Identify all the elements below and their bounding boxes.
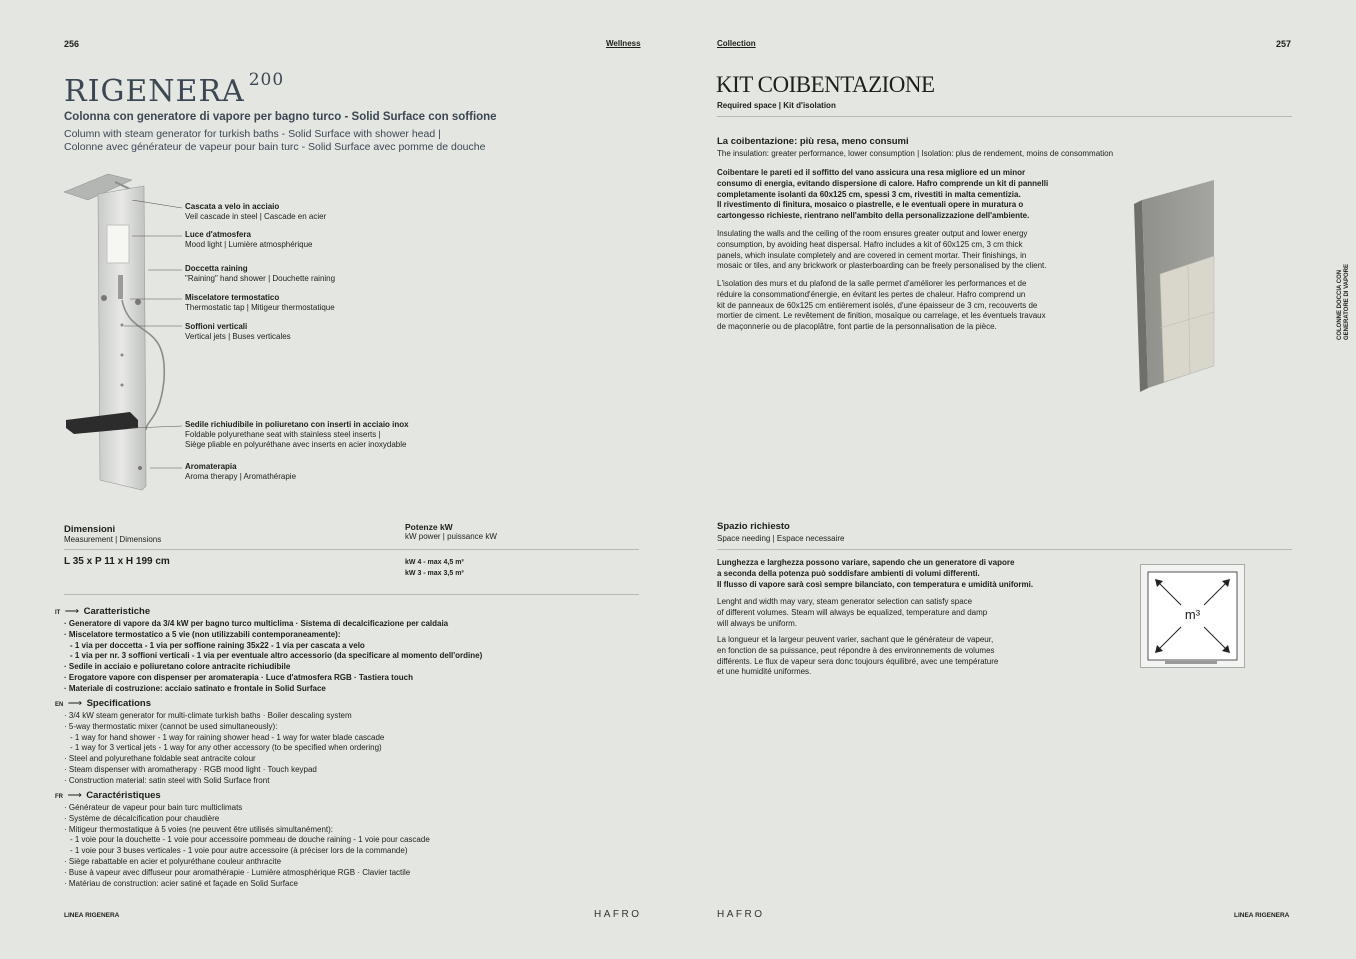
power-line: kW 3 - max 3,5 m³: [405, 570, 464, 577]
feature-item: - 1 way for 3 vertical jets - 1 way for any other accessory (to be specified when ordering): [70, 743, 382, 753]
brand-logo-right: HAFRO: [717, 909, 765, 920]
text-line: a seconda della potenza può soddisfare ambienti di volumi differenti.: [717, 568, 980, 578]
text-line: en fonction de sa puissance, peut répondre à des environnements de volumes: [717, 645, 995, 655]
features-title: Caractéristiques: [86, 790, 161, 801]
page-title: [64, 70, 285, 109]
insulation-heading: La coibentazione: più resa, meno consumi: [717, 136, 909, 147]
features-en: [55, 693, 384, 787]
callout-title: Doccetta raining: [185, 264, 248, 273]
language-code: IT: [55, 610, 61, 616]
feature-item: · Siège rabattable en acier et polyuréthane couleur anthracite: [64, 856, 282, 866]
text-line: Lenght and width may vary, steam generator selection can satisfy space: [717, 597, 973, 606]
subtitle-it: Colonna con generatore di vapore per bagno turco - Solid Surface con soffione: [64, 111, 497, 123]
callout-title: Luce d'atmosfera: [185, 230, 251, 239]
text-line: consumo di energia, evitando dispersione di calore. Hafro comprende un kit di pannelli: [717, 178, 1049, 188]
text-line: L'isolation des murs et du plafond de la salle permet d'améliorer les performances et de: [717, 279, 1027, 288]
features-title: Caratteristiche: [83, 606, 151, 617]
callout-sub: Veil cascade in steel | Cascade en acier: [185, 212, 327, 221]
feature-item: - 1 voie pour la douchette - 1 voie pour accessoire pommeau de douche raining - 1 voie pour cascade: [70, 835, 430, 845]
callout-sub: Thermostatic tap | Mitigeur thermostatique: [185, 303, 335, 312]
text-line: of different volumes. Steam will always be equalized, temperature and damp: [717, 607, 988, 617]
volume-label: m³: [1184, 607, 1201, 622]
text-line: kit de panneaux de 60x125 cm entièrement isolés, d'une épaisseur de 3 cm, recouverts de: [717, 300, 1038, 310]
text-line: de maçonnerie ou de placoplâtre, font partie de la personnalisation de la pièce.: [717, 322, 997, 332]
callout-hand-shower: [185, 264, 335, 284]
feature-item: · Generatore di vapore da 3/4 kW per bagno turco multiclima · Sistema di decalcificazione per caldaia: [64, 619, 449, 628]
feature-item: - 1 way for hand shower - 1 way for raining shower head - 1 way for water blade cascade: [70, 732, 385, 742]
feature-item: · 3/4 kW steam generator for multi-climate turkish baths · Boiler descaling system: [64, 711, 352, 720]
callout-title: Miscelatore termostatico: [185, 293, 280, 302]
callout-sub: Vertical jets | Buses verticales: [185, 332, 291, 341]
insulation-heading-translation: The insulation: greater performance, lower consumption | Isolation: plus de rendement, moins de consommation: [717, 149, 1114, 158]
power-title: Potenze kW: [405, 522, 453, 532]
feature-item: · Mitigeur thermostatique à 5 voies (ne peuvent être utilisés simultanément):: [64, 824, 334, 834]
footer-line-right: LINEA RIGENERA: [1234, 912, 1290, 919]
side-tab-line: GENERATORE DI VAPORE: [1344, 263, 1350, 340]
insulation-text-fr: [717, 279, 1046, 333]
feature-item: · Erogatore vapore con dispenser per aromaterapia · Luce d'atmosfera RGB · Tastiera touch: [64, 672, 413, 682]
dimensions-sub: Measurement | Dimensions: [64, 535, 162, 544]
power-values: [405, 557, 464, 579]
feature-item: · Sedile in acciaio e poliuretano colore antracite richiudibile: [64, 662, 291, 672]
callout-vertical-jets: [185, 322, 291, 342]
text-line: et une humidité uniformes.: [717, 667, 812, 677]
space-heading: Spazio richiesto: [717, 521, 790, 532]
callout-title: Cascata a velo in acciaio: [185, 202, 280, 211]
divider: [717, 116, 1292, 117]
arrow-right-icon: ⟶: [67, 790, 82, 801]
subtitle-fr: Colonne avec générateur de vapeur pour bain turc - Solid Surface avec pomme de douche: [64, 141, 486, 153]
page-number-right: 257: [1276, 39, 1292, 49]
text-line: mortier de ciment. Le revêtement de finition, mosaïque ou carrelage, et les éventuels travaux: [717, 311, 1046, 321]
dimensions-heading: [64, 524, 161, 545]
arrow-right-icon: ⟶: [67, 698, 83, 709]
space-heading-translation: Space needing | Espace necessaire: [717, 534, 845, 543]
callout-seat: [185, 420, 409, 450]
features-title: Specifications: [86, 698, 152, 709]
feature-item: · Steel and polyurethane foldable seat antracite colour: [64, 754, 256, 764]
insulation-panel-illustration: [1130, 178, 1220, 392]
dimensions-value: L 35 x P 11 x H 199 cm: [64, 556, 170, 567]
side-tab-line: COLONNE DOCCIA CON: [1337, 269, 1343, 340]
feature-item: - 1 via per doccetta - 1 via per soffione raining 35x22 - 1 via per cascata a velo: [70, 640, 365, 650]
feature-item: · Materiale di costruzione: acciaio satinato e frontale in Solid Surface: [64, 683, 326, 693]
features-fr: [55, 785, 430, 889]
callout-thermostatic-tap: [185, 293, 335, 313]
subtitle-en: Column with steam generator for turkish baths - Solid Surface with shower head |: [64, 128, 441, 140]
callout-title: Sedile richiudibile in poliuretano con inserti in acciaio inox: [185, 420, 409, 429]
feature-item: · Construction material: satin steel with Solid Surface front: [64, 775, 270, 785]
callout-title: Aromaterapia: [185, 462, 237, 471]
power-heading: [405, 522, 497, 542]
title-text: RIGENERA: [64, 74, 245, 109]
text-line: différents. Le flux de vapeur sera donc toujours équilibré, avec une température: [717, 656, 999, 666]
language-code: FR: [55, 794, 63, 800]
features-it: [55, 601, 482, 695]
feature-item: - 1 via per nr. 3 soffioni verticali - 1 via per eventuale altro accessorio (da specificare al momento dell'ordine): [70, 651, 483, 661]
callout-mood-light: [185, 230, 312, 250]
callout-cascade: [185, 202, 326, 222]
arrow-right-icon: ⟶: [64, 606, 80, 617]
callout-sub: Aroma therapy | Aromathérapie: [185, 472, 297, 481]
text-line: Lunghezza e larghezza possono variare, sapendo che un generatore di vapore: [717, 558, 1015, 567]
feature-item: · Générateur de vapeur pour bain turc multiclimats: [64, 803, 243, 812]
section-label-left[interactable]: Wellness: [606, 39, 641, 48]
feature-item: · Buse à vapeur avec diffuseur pour aromathérapie · Lumière atmosphérique RGB · Clavier tactile: [64, 867, 411, 877]
side-tab: [1337, 264, 1351, 340]
page-number-left: 256: [64, 39, 80, 49]
kit-subtitle: Required space | Kit d'isolation: [717, 101, 836, 110]
feature-item: · Système de décalcification pour chaudière: [64, 813, 220, 823]
feature-item: · Matériau de construction: acier satiné et façade en Solid Surface: [64, 878, 298, 888]
dimensions-title: Dimensioni: [64, 524, 116, 535]
text-line: panels, which insulate completely and are covered in cement mortar. Their finishings, in: [717, 250, 1027, 260]
divider: [64, 594, 639, 595]
callout-sub: Siège pliable en polyuréthane avec inserts en acier inoxydable: [185, 440, 407, 449]
text-line: Insulating the walls and the ceiling of the room ensures greater output and lower energy: [717, 229, 1028, 238]
insulation-text-en: [717, 229, 1047, 272]
text-line: Coibentare le pareti ed il soffitto del vano assicura una resa migliore ed un minor: [717, 168, 1026, 177]
volume-diagram: [1140, 564, 1245, 668]
space-text-fr: [717, 635, 998, 678]
kit-title: KIT COIBENTAZIONE: [716, 72, 935, 97]
space-text-it: [717, 558, 1033, 590]
text-line: Il flusso di vapore sarà così sempre bilanciato, con temperatura e umidità uniformi.: [717, 579, 1034, 589]
text-line: consumption, by avoiding heat dispersal. Hafro includes a kit of 60x125 cm, 3 cm thick: [717, 239, 1023, 249]
text-line: Il rivestimento di finitura, mosaico o piastrelle, e le eventuali opere in muratura o: [717, 200, 1024, 210]
callout-aroma: [185, 462, 296, 482]
feature-item: · Miscelatore termostatico a 5 vie (non utilizzabili contemporaneamente):: [64, 629, 341, 639]
feature-item: - 1 voie pour 3 buses verticales - 1 voie pour autre accessoire (à préciser lors de la commande): [70, 846, 408, 856]
divider: [717, 549, 1292, 550]
callout-sub: Foldable polyurethane seat with stainless steel inserts |: [185, 430, 381, 439]
divider: [64, 549, 639, 550]
footer-line-left: LINEA RIGENERA: [64, 912, 120, 919]
text-line: La longueur et la largeur peuvent varier, sachant que le générateur de vapeur,: [717, 635, 994, 644]
callout-sub: Mood light | Lumière atmosphérique: [185, 240, 313, 249]
text-line: completamente isolanti da 60x125 cm, spessi 3 cm, rivestiti in malta cementizia.: [717, 189, 1021, 199]
space-text-en: [717, 597, 987, 629]
section-label-right[interactable]: Collection: [717, 39, 756, 48]
callout-title: Soffioni verticali: [185, 322, 248, 331]
text-line: will always be uniform.: [717, 618, 798, 628]
text-line: mosaic or tiles, and any brickwork or plasterboarding can be freely personalised by the client.: [717, 261, 1047, 271]
power-line: kW 4 - max 4,5 m³: [405, 559, 464, 566]
callout-leader-lines: [120, 200, 190, 485]
feature-item: · Steam dispenser with aromatherapy · RGB mood light · Touch keypad: [64, 764, 317, 774]
feature-item: · 5-way thermostatic mixer (cannot be used simultaneously):: [64, 721, 278, 731]
title-superscript: 200: [248, 70, 285, 90]
brand-logo-left: HAFRO: [594, 909, 642, 920]
callout-sub: "Raining" hand shower | Douchette raining: [185, 274, 336, 283]
language-code: EN: [55, 702, 64, 708]
text-line: réduire la consommationd'énergie, en évitant les pertes de chaleur. Hafro comprend un: [717, 289, 1026, 299]
insulation-text-it: [717, 168, 1048, 222]
text-line: cartongesso richieste, rientrano nell'ambito della personalizzazione dell'ambiente.: [717, 211, 1030, 221]
power-sub: kW power | puissance kW: [405, 532, 497, 541]
